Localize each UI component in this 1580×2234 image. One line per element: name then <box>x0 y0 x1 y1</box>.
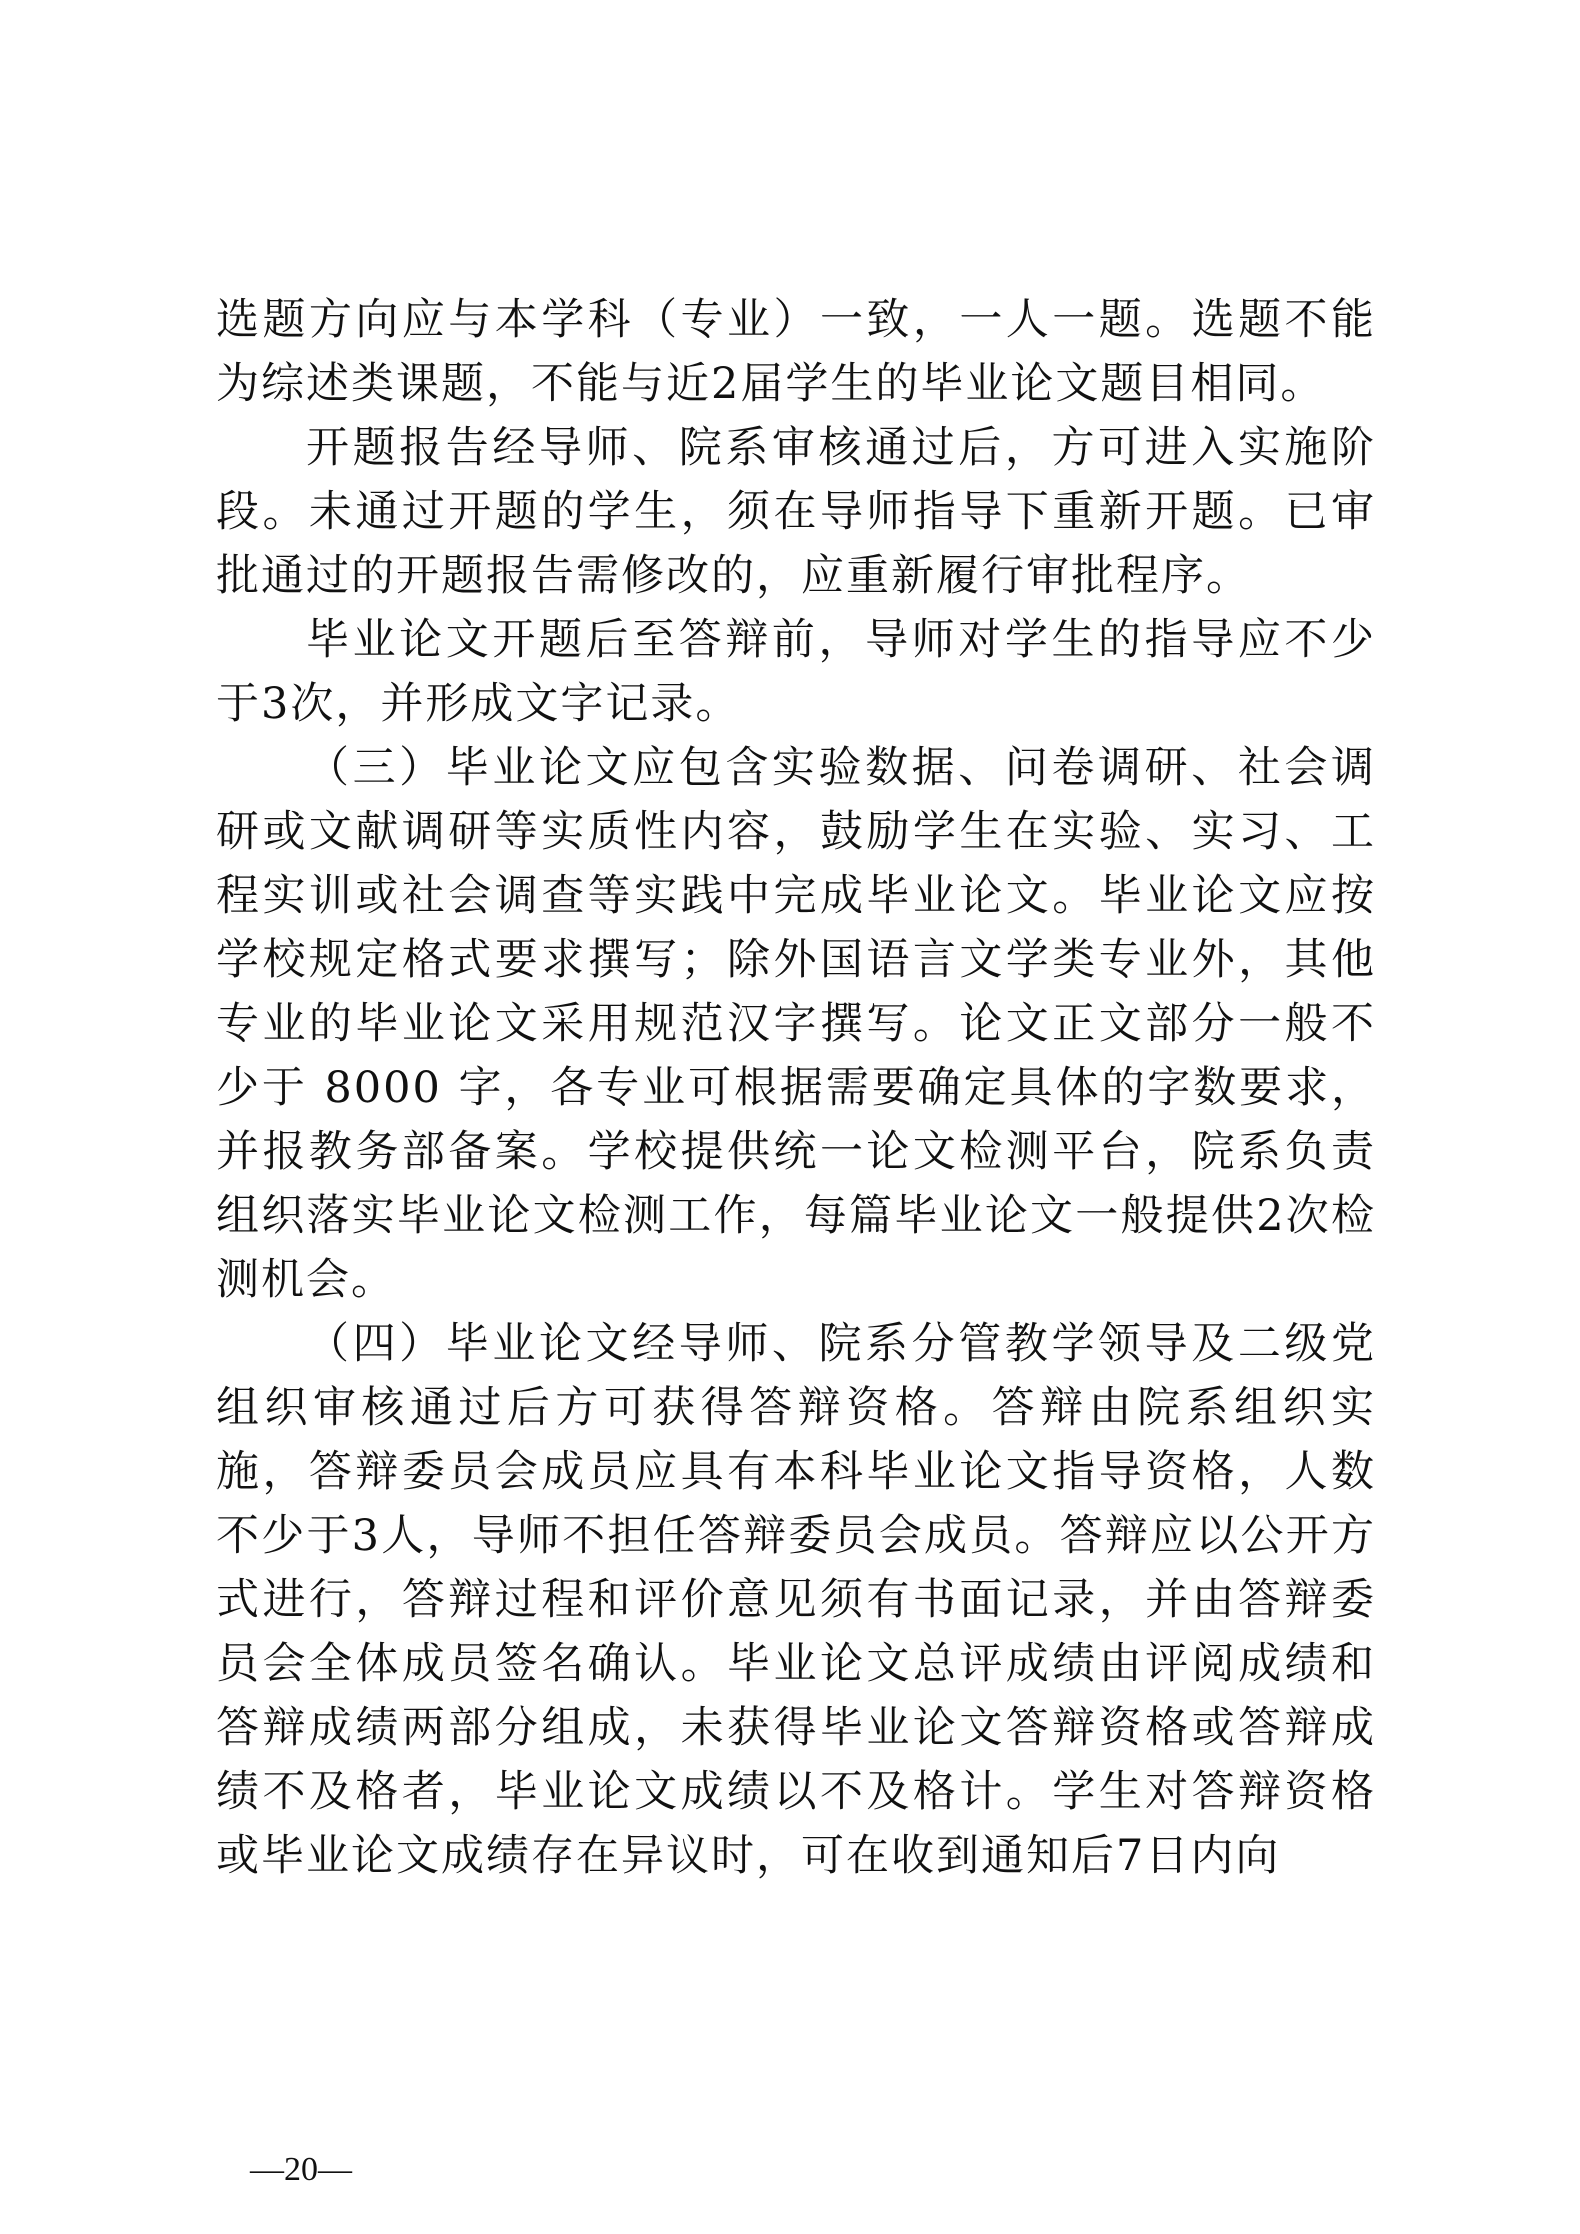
paragraph-topic-selection: 选题方向应与本学科（专业）一致，一人一题。选题不能为综述类课题，不能与近2届学生的毕业论文题目相同。 <box>216 295 1376 409</box>
paragraph-proposal-review: 开题报告经导师、院系审核通过后，方可进入实施阶段。未通过开题的学生，须在导师指导下重新开题。已审批通过的开题报告需修改的，应重新履行审批程序。 <box>216 423 1376 601</box>
page-number: —20— <box>250 2151 352 2188</box>
paragraph-section-four: （四）毕业论文经导师、院系分管教学领导及二级党组织审核通过后方可获得答辩资格。答辩由院系组织实施，答辩委员会成员应具有本科毕业论文指导资格，人数不少于3人，导师不担任答辩委员会成员。答辩应以公开方式进行，答辩过程和评价意见须有书面记录，并由答辩委员会全体成员签名确认。毕业论文总评成绩由评阅成绩和答辩成绩两部分组成，未获得毕业论文答辩资格或答辩成绩不及格者，毕业论文成绩以不及格计。学生对答辩资格或毕业论文成绩存在异议时，可在收到通知后7日内向 <box>216 1319 1376 1881</box>
paragraph-supervision: 毕业论文开题后至答辩前，导师对学生的指导应不少于3次，并形成文字记录。 <box>216 615 1376 729</box>
paragraph-section-three: （三）毕业论文应包含实验数据、问卷调研、社会调研或文献调研等实质性内容，鼓励学生在实验、实习、工程实训或社会调查等实践中完成毕业论文。毕业论文应按学校规定格式要求撰写；除外国语言文学类专业外，其他专业的毕业论文采用规范汉字撰写。论文正文部分一般不少于 8000 字，各专业可根据需要确定具体的字数要求，并报教务部备案。学校提供统一论文检测平台，院系负责组织落实毕业论文检测工作，每篇毕业论文一般提供2次检测机会。 <box>216 743 1376 1305</box>
body-text <box>216 288 1376 1888</box>
